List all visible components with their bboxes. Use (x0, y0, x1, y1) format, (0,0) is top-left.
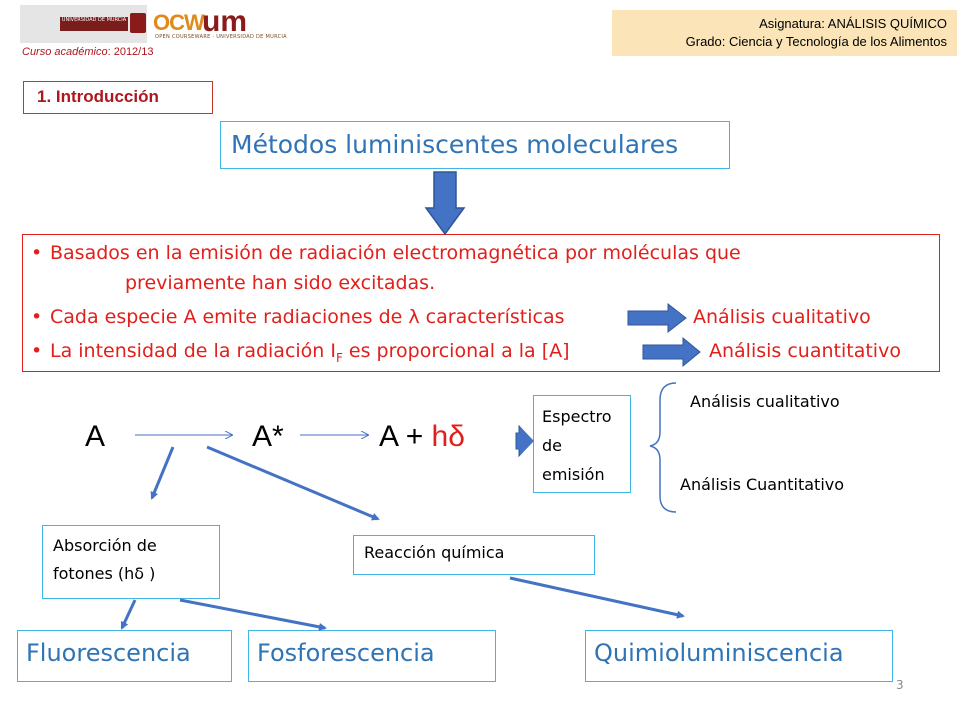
block-arrow-icon (516, 426, 534, 456)
down-arrow-icon (426, 172, 464, 234)
arrow-to-quimioluminiscencia (510, 578, 683, 616)
species-a-star: A* (252, 420, 284, 453)
bullet-3-pre: La intensidad de la radiación I (50, 340, 336, 362)
analisis-cualitativo-label: Análisis cualitativo (690, 392, 840, 411)
block-arrow-icon (628, 304, 686, 332)
arrow-to-fluorescencia (122, 600, 135, 628)
bullet-2-text: Cada especie A emite radiaciones de λ características (50, 306, 565, 328)
analisis-cuantitativo-label: Análisis Cuantitativo (680, 475, 845, 494)
slide-title: Métodos luminiscentes moleculares (220, 121, 730, 169)
curso-value: : 2012/13 (107, 46, 154, 58)
espectro-line-2: de (542, 436, 562, 455)
arrow-to-reaccion (207, 447, 378, 519)
um-logo: um (202, 5, 247, 38)
brace-icon (650, 383, 676, 512)
quimioluminiscencia-box: Quimioluminiscencia (585, 630, 893, 682)
reaccion-box: Reacción química (353, 535, 595, 575)
bullet-1-line-1: Basados en la emisión de radiación electromagnética por moléculas que (50, 242, 741, 264)
bullet-2-result: Análisis cualitativo (693, 306, 871, 328)
page-number: 3 (896, 678, 904, 692)
ocw-logo: OCW (153, 10, 204, 35)
bullet-1-line-2: previamente han sido excitadas. (125, 272, 436, 294)
arrow-to-fosforescencia (180, 600, 325, 628)
ocw-subtitle: OPEN COURSEWARE · UNIVERSIDAD DE MURCIA (155, 34, 287, 40)
bullet-3-post: es proporcional a la [A] (342, 340, 570, 362)
h-delta: hδ (431, 420, 465, 453)
espectro-line-1: Espectro (542, 407, 612, 426)
grado-text: Grado: Ciencia y Tecnología de los Alimentos (685, 34, 947, 49)
bullet-dot: • (31, 340, 43, 362)
asignatura-text: Asignatura: ANÁLISIS QUÍMICO (759, 16, 947, 31)
products-a-plus: A + (379, 420, 432, 453)
curso-label: Curso académico (22, 46, 108, 58)
absorcion-line-1: Absorción de (53, 536, 157, 555)
bullet-dot: • (31, 242, 43, 264)
espectro-line-3: emisión (542, 465, 605, 484)
bullet-dot: • (31, 306, 43, 328)
fosforescencia-box: Fosforescencia (248, 630, 496, 682)
bullet-3-sub: F (335, 350, 343, 365)
block-arrow-icon (643, 338, 700, 366)
bullet-3-result: Análisis cuantitativo (709, 340, 901, 362)
absorcion-line-2: fotones (hδ ) (53, 564, 156, 583)
section-label: 1. Introducción (23, 81, 213, 114)
um-logo-text: UNIVERSIDAD DE MURCIA (61, 17, 127, 23)
fluorescencia-box: Fluorescencia (17, 630, 232, 682)
arrow-to-absorcion (152, 447, 173, 498)
species-a: A (85, 420, 106, 453)
